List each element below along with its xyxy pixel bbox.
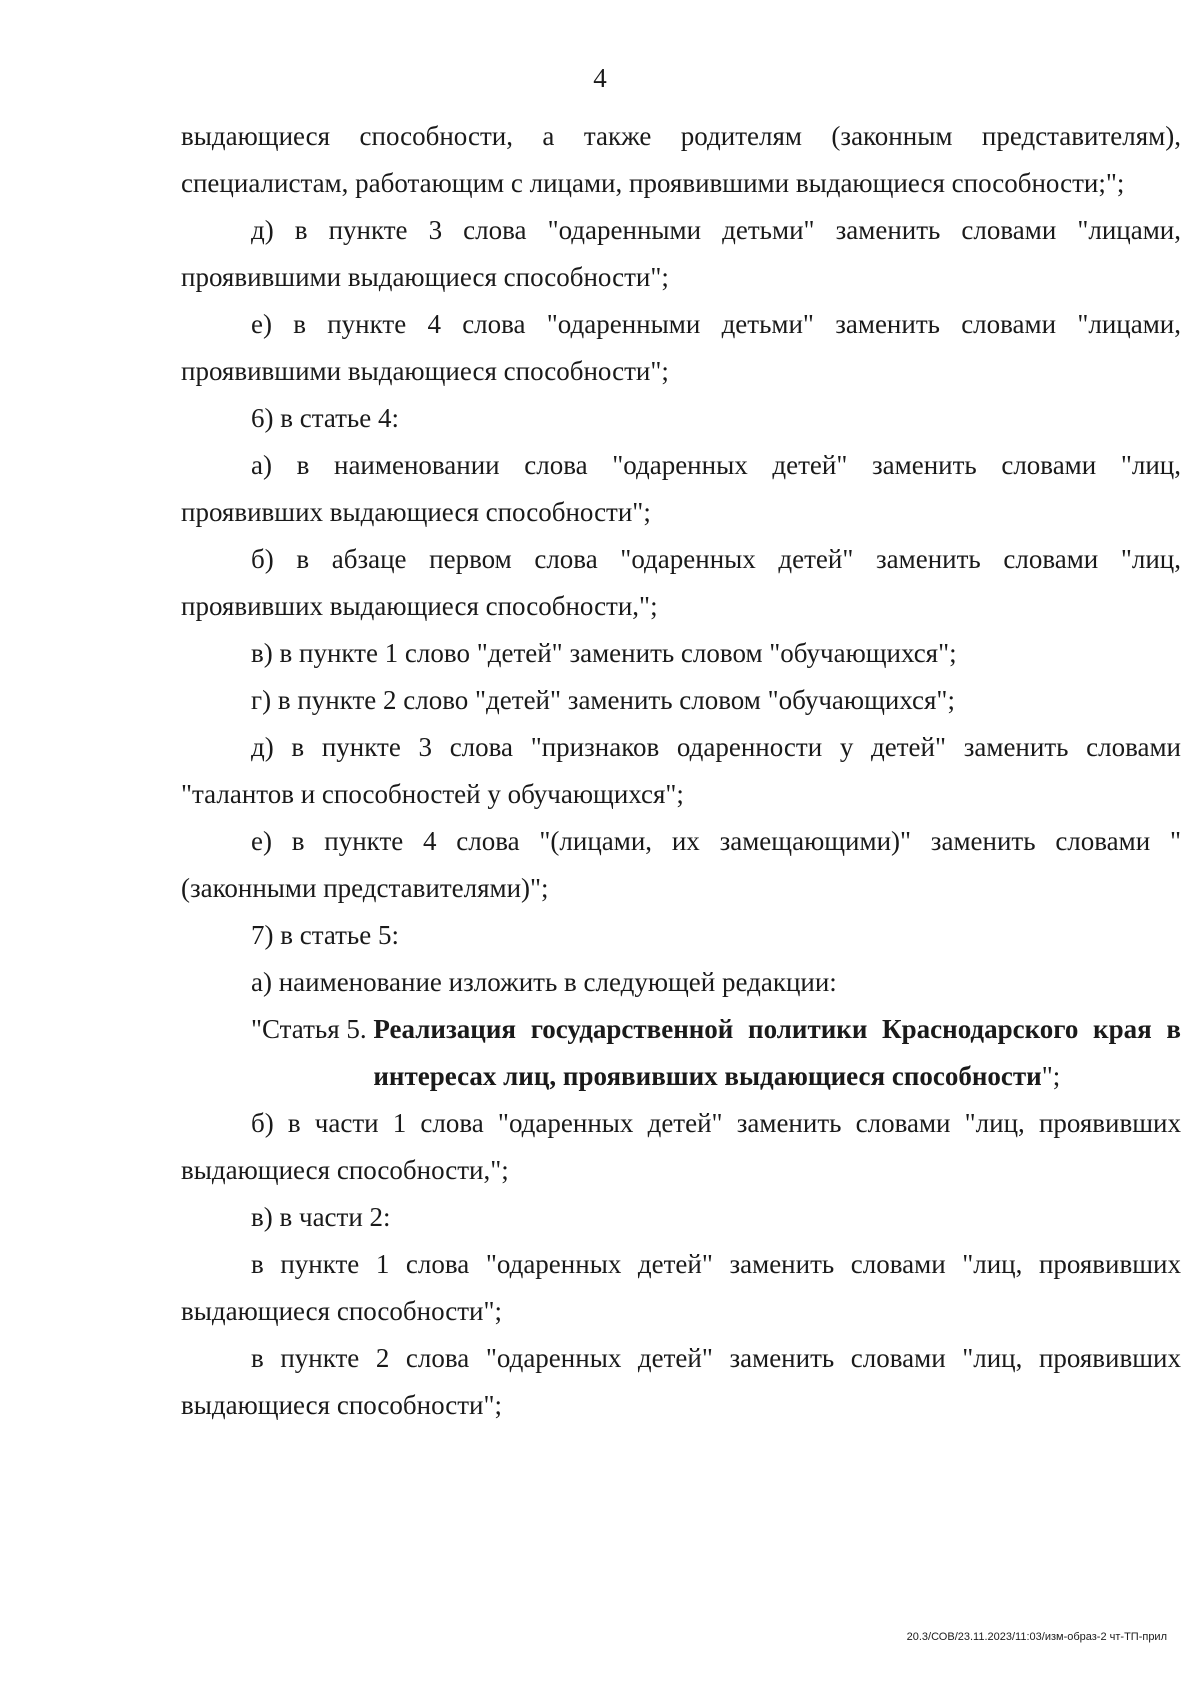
paragraph-item-v-part2: в) в части 2: [251, 1202, 391, 1232]
paragraph-item-v-p1: в) в пункте 1 слово "детей" заменить словом "обучающихся"; [251, 638, 957, 668]
article-heading [181, 1006, 1181, 1100]
paragraph-article4: 6) в статье 4: [251, 403, 399, 433]
paragraph-item-d-p3-talents: д) в пункте 3 слова "признаков одаренности у детей" заменить словами "талантов и способностей у обучающихся"; [181, 732, 1181, 809]
paragraph-item-b-abzac: б) в абзаце первом слова "одаренных детей" заменить словами "лиц, проявивших выдающиеся способности,"; [181, 544, 1181, 621]
article-label: "Статья 5. [251, 1014, 374, 1044]
document-footer-code: 20.3/СОВ/23.11.2023/11:03/изм-образ-2 чт-ТП-прил [906, 1631, 1167, 1643]
document-body [181, 113, 1181, 1429]
article-title-block [373, 1006, 1181, 1100]
article-title: Реализация государственной политики Краснодарского края в интересах лиц, проявивших выдающиеся способности [373, 1014, 1181, 1091]
paragraph-item-a-name: а) в наименовании слова "одаренных детей" заменить словами "лиц, проявивших выдающиеся способности"; [181, 450, 1181, 527]
paragraph-article5: 7) в статье 5: [251, 920, 399, 950]
article-closing-quote: "; [1041, 1061, 1061, 1091]
paragraph-item-g-p2: г) в пункте 2 слово "детей" заменить словом "обучающихся"; [251, 685, 955, 715]
paragraph-item-e-p4: е) в пункте 4 слова "одаренными детьми" заменить словами "лицами, проявившими выдающиеся способности"; [181, 309, 1181, 386]
paragraph-item-d-p3: д) в пункте 3 слова "одаренными детьми" заменить словами "лицами, проявившими выдающиеся способности"; [181, 215, 1181, 292]
paragraph-part2-p1: в пункте 1 слова "одаренных детей" заменить словами "лиц, проявивших выдающиеся способности"; [181, 1249, 1181, 1326]
paragraph-item-a-edition: а) наименование изложить в следующей редакции: [251, 967, 837, 997]
paragraph-part2-p2: в пункте 2 слова "одаренных детей" заменить словами "лиц, проявивших выдающиеся способности"; [181, 1343, 1181, 1420]
page-number: 4 [593, 63, 607, 93]
paragraph-item-e-p4-legal: е) в пункте 4 слова "(лицами, их замещающими)" заменить словами "(законными представителями)"; [181, 826, 1181, 903]
paragraph-continuation: выдающиеся способности, а также родителям (законным представителям), специалистам, работающим с лицами, проявившими выдающиеся способности;"; [181, 121, 1181, 198]
paragraph-item-b-part1: б) в части 1 слова "одаренных детей" заменить словами "лиц, проявивших выдающиеся способности,"; [181, 1108, 1181, 1185]
